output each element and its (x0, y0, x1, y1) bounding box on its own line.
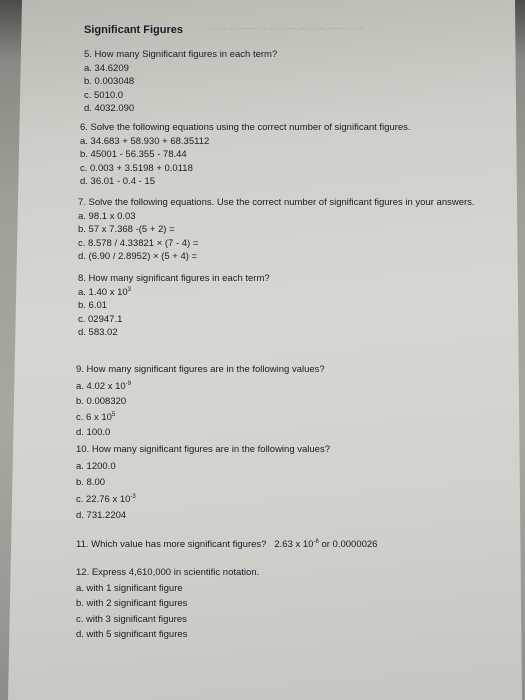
question-10-option-c (76, 493, 516, 507)
question-5 (84, 48, 524, 116)
question-8-option-d: d. 583.02 (78, 327, 118, 339)
question-6 (80, 121, 520, 189)
question-6-option-d: d. 36.01 - 0.4 - 15 (80, 176, 155, 188)
question-12-option-d: d. with 5 significant figures (76, 629, 188, 641)
question-5-prompt: 5. How many Significant figures in each term? (84, 49, 278, 60)
question-11-line (76, 538, 516, 552)
question-6-option-a: a. 34.683 + 58.930 + 68.35112 (80, 135, 210, 147)
question-6-option-b: b. 45001 - 56.355 - 78.44 (80, 149, 187, 161)
question-10-option-c-base: c. 22.76 x 10 (76, 493, 131, 505)
question-11-value-1-exponent: -6 (313, 539, 319, 545)
question-7-option-d: d. (6.90 / 2.8952) × (5 + 4) = (78, 251, 198, 263)
question-6-option-c: c. 0.003 + 3.5198 + 0.0118 (80, 162, 193, 174)
page-title: Significant Figures (84, 24, 184, 36)
question-7 (78, 196, 518, 264)
question-11-value-2: 0.0000026 (332, 539, 378, 550)
question-10 (76, 443, 516, 523)
question-11 (76, 538, 516, 552)
question-8-option-a-exponent: 3 (127, 286, 131, 293)
question-9 (76, 363, 516, 440)
question-8-option-a (78, 286, 518, 300)
question-10-prompt: 10. How many significant figures are in the following values? (76, 444, 330, 455)
question-8-option-b: b. 6.01 (78, 300, 108, 312)
question-5-option-b: b. 0.003048 (84, 76, 135, 88)
question-8 (78, 272, 518, 340)
question-9-option-c (76, 411, 516, 425)
question-12-prompt: 12. Express 4,610,000 in scientific notation. (76, 567, 260, 578)
question-9-option-c-exponent: 5 (111, 411, 116, 418)
bleed-through-text: ꟷ ꟷ ꟷ ꟷ ꟷ ꟷ ꟷ ꟷ ꟷ ꟷ ꟷ ꟷ ꟷ ꟷ ꟷ ꟷ (210, 24, 365, 34)
question-12-option-b: b. with 2 significant figures (76, 598, 188, 610)
question-5-option-d: d. 4032.090 (84, 103, 135, 115)
question-7-option-c: c. 8.578 / 4.33821 × (7 - 4) = (78, 237, 199, 249)
question-12-option-a: a. with 1 significant figure (76, 582, 183, 594)
question-9-option-a-base: a. 4.02 x 10 (76, 380, 126, 392)
question-12 (76, 566, 516, 642)
question-8-option-a-base: a. 1.40 x 10 (78, 286, 128, 298)
question-11-value-1-base: 2.63 x 10 (274, 539, 314, 550)
question-9-option-d: d. 100.0 (76, 427, 111, 439)
question-9-option-a (76, 380, 516, 394)
question-10-option-a: a. 1200.0 (76, 460, 116, 472)
question-5-option-c: c. 5010.0 (84, 89, 124, 101)
question-11-prompt: 11. Which value has more significant figures? (76, 539, 267, 550)
question-8-prompt: 8. How many significant figures in each term? (78, 273, 270, 284)
question-7-option-b: b. 57 x 7.368 -(5 + 2) = (78, 224, 175, 236)
question-10-option-d: d. 731.2204 (76, 510, 127, 522)
question-10-option-c-exponent: -3 (130, 493, 136, 500)
question-10-option-b: b. 8.00 (76, 477, 106, 489)
question-7-prompt: 7. Solve the following equations. Use the correct number of significant figures in your answers. (78, 197, 475, 208)
question-9-prompt: 9. How many significant figures are in the following values? (76, 364, 325, 375)
question-5-option-a: a. 34.6209 (84, 62, 129, 74)
question-8-option-c: c. 02947.1 (78, 313, 123, 325)
question-9-option-b: b. 0.008320 (76, 396, 127, 408)
question-9-option-c-base: c. 6 x 10 (76, 411, 112, 423)
question-12-option-c: c. with 3 significant figures (76, 613, 187, 625)
question-7-option-a: a. 98.1 x 0.03 (78, 210, 136, 222)
question-9-option-a-exponent: -9 (125, 380, 131, 387)
question-6-prompt: 6. Solve the following equations using the correct number of significant figures. (80, 122, 411, 133)
question-11-or: or (321, 539, 330, 550)
